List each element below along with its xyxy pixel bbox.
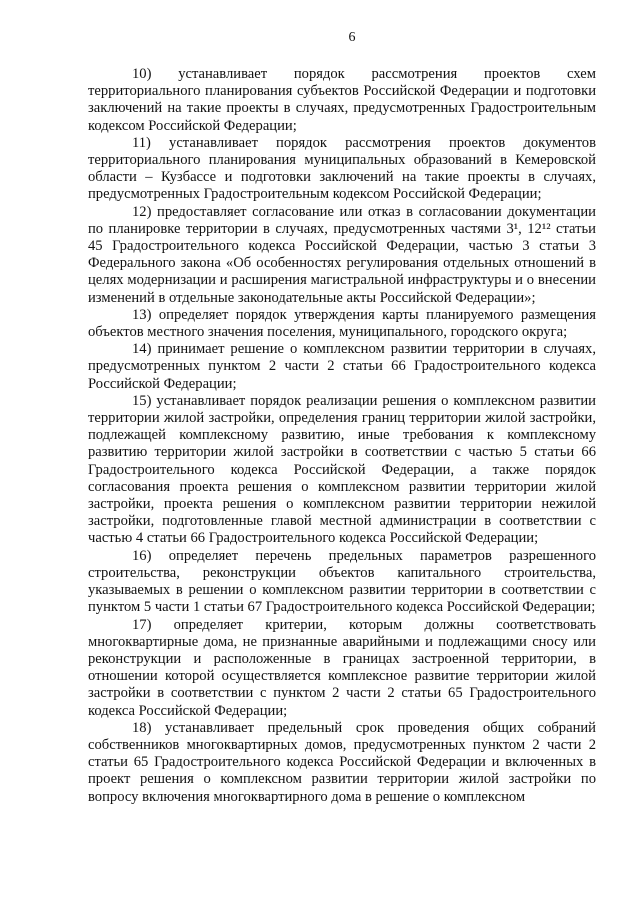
- list-item-13: 13) определяет порядок утверждения карты планируемого размещения объектов местного значения поселения, муниципального, городского округа;: [88, 306, 596, 341]
- list-item-10: 10) устанавливает порядок рассмотрения проектов схем территориального планирования субъектов Российской Федерации и подготовки заключений на такие проекты в случаях, предусмотренных Градостроительным кодексом Российской Федерации;: [88, 66, 596, 134]
- list-item-15: 15) устанавливает порядок реализации решения о комплексном развитии территории жилой застройки, определения границ территории жилой застройки, подлежащей комплексному развитию, иные требования к комплексному развитию территории жилой застройки в соответствии с частью 5 статьи 66 Градостроительного кодекса Российской Федерации, а также порядок согласования проекта решения о комплексном развитии территории жилой застройки, проекта решения о комплексном развитии территории нежилой застройки, подготовленные главой местной администрации в соответствии с частью 4 статьи 66 Градостроительного кодекса Российской Федерации;: [88, 392, 596, 547]
- list-item-17: 17) определяет критерии, которым должны соответствовать многоквартирные дома, не признанные аварийными и подлежащими сносу или реконструкции и расположенные в границах застроенной территории, в отношении которой осуществляется комплексное развитие территории жилой застройки в соответствии с пунктом 2 части 2 статьи 65 Градостроительного кодекса Российской Федерации;: [88, 616, 596, 719]
- list-item-12: 12) предоставляет согласование или отказ в согласовании документации по планировке территории в случаях, предусмотренных частями 3¹, 12¹² статьи 45 Градостроительного кодекса Российской Федерации, частью 3 статьи 3 Федерального закона «Об особенностях регулирования отдельных отношений в целях модернизации и расширения магистральной инфраструктуры и о внесении изменений в отдельные законодательные акты Российской Федерации»;: [88, 203, 596, 306]
- list-item-11: 11) устанавливает порядок рассмотрения проектов документов территориального планирования муниципальных образований в Кемеровской области – Кузбассе и подготовки заключений на такие проекты в случаях, предусмотренных Градостроительным кодексом Российской Федерации;: [88, 134, 596, 203]
- list-item-18: 18) устанавливает предельный срок проведения общих собраний собственников многоквартирных домов, предусмотренных пунктом 2 части 2 статьи 65 Градостроительного кодекса Российской Федерации и включенных в проект решения о комплексном развитии территории жилой застройки по вопросу включения многоквартирного дома в решение о комплексном: [88, 719, 596, 805]
- page-number: 6: [348, 30, 356, 45]
- list-item-14: 14) принимает решение о комплексном развитии территории в случаях, предусмотренных пунктом 2 части 2 статьи 66 Градостроительного кодекса Российской Федерации;: [88, 341, 596, 392]
- list-item-16: 16) определяет перечень предельных параметров разрешенного строительства, реконструкции объектов капитального строительства, указываемых в решении о комплексном развитии территории в соответствии с пунктом 5 части 1 статьи 67 Градостроительного кодекса Российской Федерации;: [88, 547, 596, 616]
